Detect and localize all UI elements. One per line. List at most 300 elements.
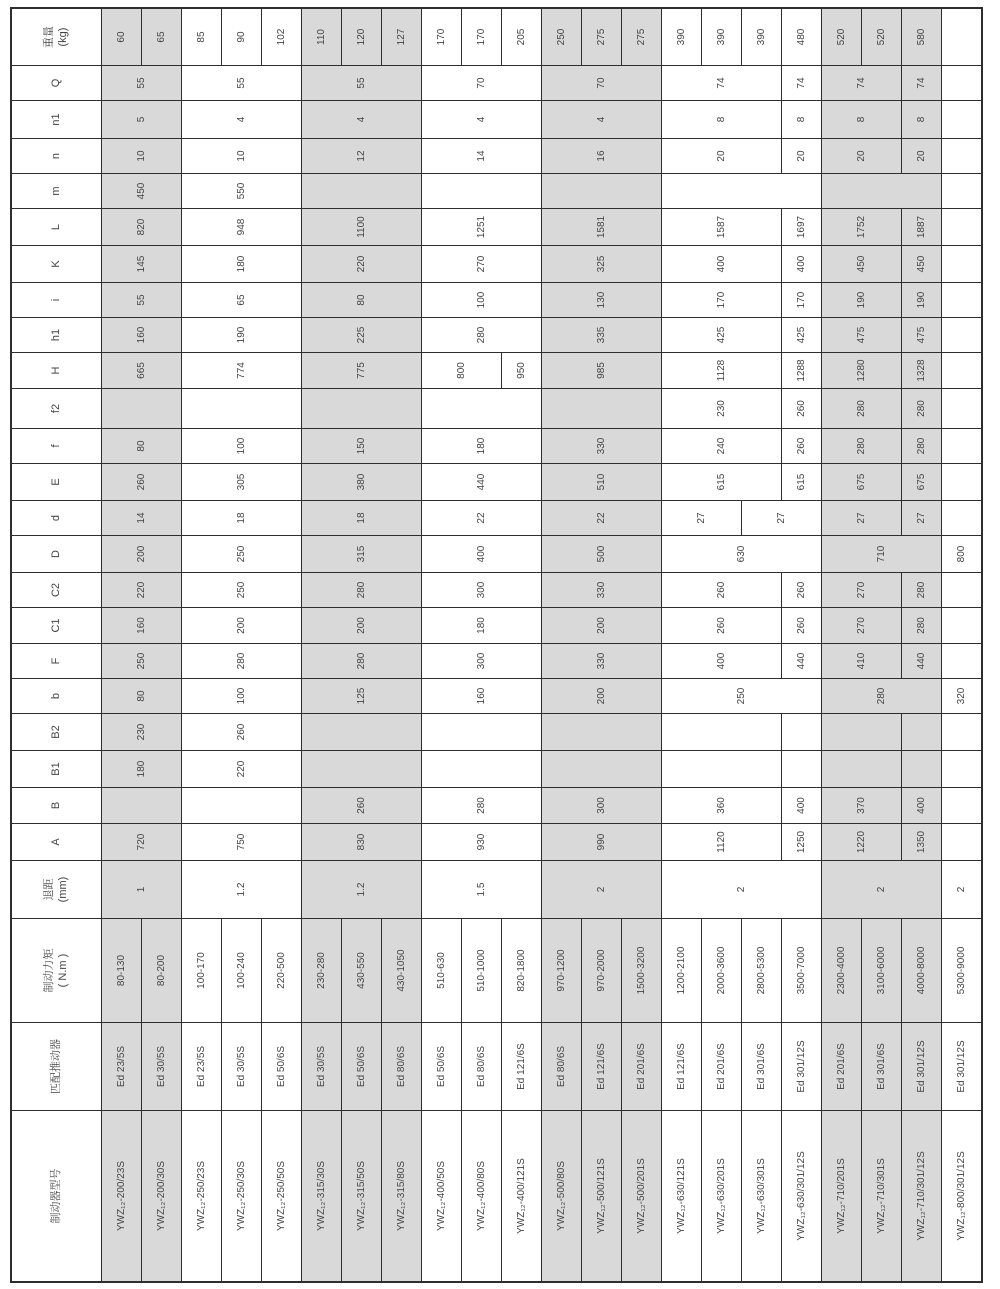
cell-A: 720 bbox=[102, 824, 181, 860]
cell-D: 800 bbox=[942, 536, 981, 572]
cell-d: 22 bbox=[422, 501, 541, 535]
col-header-retreat: 退距 (mm) bbox=[12, 861, 101, 918]
cell-model: YWZ₁₂-710/301/12S bbox=[902, 1111, 941, 1281]
cell-K: 450 bbox=[902, 246, 941, 282]
cell-model: YWZ₁₂-315/50S bbox=[342, 1111, 381, 1281]
cell-K bbox=[942, 246, 981, 282]
cell-F: 330 bbox=[542, 644, 661, 678]
cell-weight: 110 bbox=[302, 9, 341, 65]
cell-B1 bbox=[422, 751, 541, 787]
cell-f: 280 bbox=[902, 429, 941, 463]
cell-model: YWZ₁₂-630/201S bbox=[702, 1111, 741, 1281]
col-header-L: L bbox=[12, 209, 101, 245]
cell-h1: 160 bbox=[102, 318, 181, 352]
cell-H: 775 bbox=[302, 353, 421, 388]
cell-m bbox=[302, 174, 421, 208]
cell-A: 1220 bbox=[822, 824, 901, 860]
cell-weight: 205 bbox=[502, 9, 541, 65]
cell-torque: 430-550 bbox=[342, 919, 381, 1022]
cell-B2: 260 bbox=[182, 714, 301, 750]
cell-f2 bbox=[422, 389, 541, 428]
cell-d: 18 bbox=[302, 501, 421, 535]
cell-H: 800 bbox=[422, 353, 501, 388]
cell-E: 260 bbox=[102, 464, 181, 500]
cell-F: 280 bbox=[182, 644, 301, 678]
cell-B2 bbox=[422, 714, 541, 750]
cell-model: YWZ₁₂-400/80S bbox=[462, 1111, 501, 1281]
cell-C1: 200 bbox=[182, 608, 301, 643]
cell-C1: 200 bbox=[542, 608, 661, 643]
cell-B2 bbox=[542, 714, 661, 750]
cell-b: 320 bbox=[942, 679, 981, 713]
cell-K: 400 bbox=[782, 246, 821, 282]
cell-f: 80 bbox=[102, 429, 181, 463]
cell-B2: 230 bbox=[102, 714, 181, 750]
cell-Q: 70 bbox=[422, 66, 541, 100]
col-header-B: B bbox=[12, 788, 101, 823]
cell-h1: 475 bbox=[902, 318, 941, 352]
cell-D: 400 bbox=[422, 536, 541, 572]
cell-torque: 4000-8000 bbox=[902, 919, 941, 1022]
cell-B1: 180 bbox=[102, 751, 181, 787]
col-header-K: K bbox=[12, 246, 101, 282]
cell-pusher: Ed 121/6S bbox=[582, 1023, 621, 1110]
cell-L bbox=[942, 209, 981, 245]
cell-d: 27 bbox=[662, 501, 741, 535]
cell-K: 145 bbox=[102, 246, 181, 282]
cell-E: 675 bbox=[822, 464, 901, 500]
spec-table bbox=[10, 7, 983, 1283]
cell-model: YWZ₁₂-200/30S bbox=[142, 1111, 181, 1281]
cell-i bbox=[942, 283, 981, 317]
cell-torque: 220-500 bbox=[262, 919, 301, 1022]
cell-f2: 280 bbox=[822, 389, 901, 428]
col-header-pusher: 匹配推动器 bbox=[12, 1023, 101, 1110]
cell-m: 450 bbox=[102, 174, 181, 208]
cell-n: 20 bbox=[782, 139, 821, 173]
cell-m bbox=[942, 174, 981, 208]
col-header-Q: Q bbox=[12, 66, 101, 100]
cell-E: 615 bbox=[662, 464, 781, 500]
cell-L: 1887 bbox=[902, 209, 941, 245]
cell-torque: 510-630 bbox=[422, 919, 461, 1022]
cell-C2: 220 bbox=[102, 573, 181, 607]
cell-f: 280 bbox=[822, 429, 901, 463]
cell-C1: 160 bbox=[102, 608, 181, 643]
col-header-model: 制动器型号 bbox=[12, 1111, 101, 1281]
col-header-b: b bbox=[12, 679, 101, 713]
cell-torque: 100-170 bbox=[182, 919, 221, 1022]
cell-n1: 4 bbox=[422, 101, 541, 138]
col-header-C1: C1 bbox=[12, 608, 101, 643]
col-header-A: A bbox=[12, 824, 101, 860]
cell-model: YWZ₁₂-200/23S bbox=[102, 1111, 141, 1281]
cell-model: YWZ₁₂-630/301S bbox=[742, 1111, 781, 1281]
cell-H: 985 bbox=[542, 353, 661, 388]
col-header-F: F bbox=[12, 644, 101, 678]
cell-m bbox=[662, 174, 821, 208]
cell-pusher: Ed 201/6S bbox=[702, 1023, 741, 1110]
cell-torque: 970-2000 bbox=[582, 919, 621, 1022]
cell-weight: 520 bbox=[862, 9, 901, 65]
cell-f: 240 bbox=[662, 429, 781, 463]
cell-C2: 260 bbox=[662, 573, 781, 607]
cell-n1: 8 bbox=[782, 101, 821, 138]
cell-h1: 425 bbox=[662, 318, 781, 352]
col-header-B2: B2 bbox=[12, 714, 101, 750]
cell-n1: 8 bbox=[822, 101, 901, 138]
cell-Q: 55 bbox=[182, 66, 301, 100]
cell-h1: 225 bbox=[302, 318, 421, 352]
cell-A: 830 bbox=[302, 824, 421, 860]
cell-n: 16 bbox=[542, 139, 661, 173]
cell-model: YWZ₁₂-250/23S bbox=[182, 1111, 221, 1281]
cell-model: YWZ₁₂-400/50S bbox=[422, 1111, 461, 1281]
cell-n1: 4 bbox=[182, 101, 301, 138]
cell-C1: 260 bbox=[662, 608, 781, 643]
cell-pusher: Ed 201/6S bbox=[622, 1023, 661, 1110]
cell-f2: 280 bbox=[902, 389, 941, 428]
cell-B bbox=[102, 788, 181, 823]
cell-pusher: Ed 30/5S bbox=[222, 1023, 261, 1110]
cell-model: YWZ₁₂-500/121S bbox=[582, 1111, 621, 1281]
cell-pusher: Ed 23/5S bbox=[182, 1023, 221, 1110]
cell-n: 20 bbox=[662, 139, 781, 173]
cell-torque: 230-280 bbox=[302, 919, 341, 1022]
cell-L: 948 bbox=[182, 209, 301, 245]
cell-F: 440 bbox=[782, 644, 821, 678]
cell-Q: 74 bbox=[662, 66, 781, 100]
cell-A: 990 bbox=[542, 824, 661, 860]
cell-pusher: Ed 50/6S bbox=[422, 1023, 461, 1110]
cell-torque: 2000-3600 bbox=[702, 919, 741, 1022]
cell-K: 180 bbox=[182, 246, 301, 282]
cell-n: 14 bbox=[422, 139, 541, 173]
cell-K: 220 bbox=[302, 246, 421, 282]
cell-h1: 425 bbox=[782, 318, 821, 352]
cell-pusher: Ed 23/5S bbox=[102, 1023, 141, 1110]
cell-D: 250 bbox=[182, 536, 301, 572]
cell-K: 270 bbox=[422, 246, 541, 282]
cell-H: 774 bbox=[182, 353, 301, 388]
cell-B1 bbox=[902, 751, 941, 787]
cell-b: 160 bbox=[422, 679, 541, 713]
cell-m bbox=[422, 174, 541, 208]
cell-D: 710 bbox=[822, 536, 941, 572]
cell-pusher: Ed 301/6S bbox=[862, 1023, 901, 1110]
cell-f: 330 bbox=[542, 429, 661, 463]
cell-retreat: 2 bbox=[942, 861, 981, 918]
cell-C2: 330 bbox=[542, 573, 661, 607]
cell-B1 bbox=[782, 751, 821, 787]
cell-i: 130 bbox=[542, 283, 661, 317]
cell-i: 65 bbox=[182, 283, 301, 317]
cell-model: YWZ₁₂-630/301/12S bbox=[782, 1111, 821, 1281]
cell-weight: 90 bbox=[222, 9, 261, 65]
cell-f2 bbox=[302, 389, 421, 428]
cell-B: 260 bbox=[302, 788, 421, 823]
cell-B: 400 bbox=[782, 788, 821, 823]
cell-weight: 480 bbox=[782, 9, 821, 65]
col-header-C2: C2 bbox=[12, 573, 101, 607]
cell-A: 1350 bbox=[902, 824, 941, 860]
cell-H: 950 bbox=[502, 353, 541, 388]
cell-f: 100 bbox=[182, 429, 301, 463]
cell-B2 bbox=[942, 714, 981, 750]
cell-n: 20 bbox=[822, 139, 901, 173]
cell-C2: 300 bbox=[422, 573, 541, 607]
col-header-n1: n1 bbox=[12, 101, 101, 138]
cell-weight: 102 bbox=[262, 9, 301, 65]
cell-K: 325 bbox=[542, 246, 661, 282]
cell-torque: 430-1050 bbox=[382, 919, 421, 1022]
cell-retreat: 2 bbox=[822, 861, 941, 918]
cell-Q: 74 bbox=[902, 66, 941, 100]
cell-F: 410 bbox=[822, 644, 901, 678]
cell-weight: 65 bbox=[142, 9, 181, 65]
cell-L: 1587 bbox=[662, 209, 781, 245]
cell-C2: 270 bbox=[822, 573, 901, 607]
cell-E: 510 bbox=[542, 464, 661, 500]
cell-C2: 250 bbox=[182, 573, 301, 607]
cell-B1: 220 bbox=[182, 751, 301, 787]
cell-torque: 2800-5300 bbox=[742, 919, 781, 1022]
cell-B1 bbox=[302, 751, 421, 787]
cell-d: 22 bbox=[542, 501, 661, 535]
cell-pusher: Ed 121/6S bbox=[662, 1023, 701, 1110]
cell-i: 100 bbox=[422, 283, 541, 317]
cell-E bbox=[942, 464, 981, 500]
cell-model: YWZ₁₂-710/301S bbox=[862, 1111, 901, 1281]
cell-pusher: Ed 121/6S bbox=[502, 1023, 541, 1110]
cell-D: 315 bbox=[302, 536, 421, 572]
cell-f2 bbox=[102, 389, 181, 428]
cell-torque: 1500-3200 bbox=[622, 919, 661, 1022]
cell-d: 18 bbox=[182, 501, 301, 535]
cell-torque: 80-200 bbox=[142, 919, 181, 1022]
cell-weight: 520 bbox=[822, 9, 861, 65]
cell-Q: 55 bbox=[302, 66, 421, 100]
cell-C1 bbox=[942, 608, 981, 643]
cell-i: 170 bbox=[782, 283, 821, 317]
cell-b: 100 bbox=[182, 679, 301, 713]
cell-torque: 80-130 bbox=[102, 919, 141, 1022]
cell-i: 190 bbox=[822, 283, 901, 317]
cell-model: YWZ₁₂-315/80S bbox=[382, 1111, 421, 1281]
cell-A: 750 bbox=[182, 824, 301, 860]
cell-d: 14 bbox=[102, 501, 181, 535]
cell-L: 1100 bbox=[302, 209, 421, 245]
cell-B bbox=[182, 788, 301, 823]
cell-h1: 335 bbox=[542, 318, 661, 352]
cell-f2 bbox=[182, 389, 301, 428]
cell-F: 400 bbox=[662, 644, 781, 678]
cell-Q bbox=[942, 66, 981, 100]
cell-retreat: 1.5 bbox=[422, 861, 541, 918]
cell-weight: 250 bbox=[542, 9, 581, 65]
cell-n1: 5 bbox=[102, 101, 181, 138]
cell-model: YWZ₁₂-400/121S bbox=[502, 1111, 541, 1281]
cell-model: YWZ₁₂-250/30S bbox=[222, 1111, 261, 1281]
cell-Q: 70 bbox=[542, 66, 661, 100]
cell-torque: 820-1800 bbox=[502, 919, 541, 1022]
col-header-h1: h1 bbox=[12, 318, 101, 352]
cell-f2: 260 bbox=[782, 389, 821, 428]
cell-pusher: Ed 80/6S bbox=[462, 1023, 501, 1110]
cell-model: YWZ₁₂-710/201S bbox=[822, 1111, 861, 1281]
cell-B: 400 bbox=[902, 788, 941, 823]
cell-d: 27 bbox=[742, 501, 821, 535]
cell-torque: 510-1000 bbox=[462, 919, 501, 1022]
cell-n1: 4 bbox=[302, 101, 421, 138]
cell-L: 1581 bbox=[542, 209, 661, 245]
cell-pusher: Ed 30/5S bbox=[142, 1023, 181, 1110]
cell-b: 200 bbox=[542, 679, 661, 713]
cell-C2: 280 bbox=[302, 573, 421, 607]
cell-h1: 190 bbox=[182, 318, 301, 352]
cell-weight: 60 bbox=[102, 9, 141, 65]
cell-weight: 390 bbox=[742, 9, 781, 65]
cell-F: 280 bbox=[302, 644, 421, 678]
cell-E: 615 bbox=[782, 464, 821, 500]
cell-L: 820 bbox=[102, 209, 181, 245]
cell-C2 bbox=[942, 573, 981, 607]
cell-d: 27 bbox=[902, 501, 941, 535]
cell-E: 440 bbox=[422, 464, 541, 500]
cell-H: 1328 bbox=[902, 353, 941, 388]
cell-K: 450 bbox=[822, 246, 901, 282]
cell-retreat: 2 bbox=[662, 861, 821, 918]
cell-m bbox=[542, 174, 661, 208]
cell-b: 280 bbox=[822, 679, 941, 713]
cell-F: 440 bbox=[902, 644, 941, 678]
cell-C1: 180 bbox=[422, 608, 541, 643]
cell-m bbox=[822, 174, 941, 208]
col-header-m: m bbox=[12, 174, 101, 208]
cell-B2 bbox=[662, 714, 781, 750]
cell-weight: 120 bbox=[342, 9, 381, 65]
cell-B1 bbox=[822, 751, 901, 787]
cell-K: 400 bbox=[662, 246, 781, 282]
cell-B1 bbox=[662, 751, 781, 787]
cell-retreat: 1 bbox=[102, 861, 181, 918]
cell-retreat: 2 bbox=[542, 861, 661, 918]
cell-Q: 74 bbox=[782, 66, 821, 100]
cell-torque: 3100-6000 bbox=[862, 919, 901, 1022]
cell-B2 bbox=[302, 714, 421, 750]
col-header-weight: 重量 (kg) bbox=[12, 9, 101, 65]
cell-H: 1128 bbox=[662, 353, 781, 388]
cell-B bbox=[942, 788, 981, 823]
cell-B: 370 bbox=[822, 788, 901, 823]
cell-C1: 270 bbox=[822, 608, 901, 643]
cell-weight bbox=[942, 9, 981, 65]
cell-B1 bbox=[942, 751, 981, 787]
cell-C2: 260 bbox=[782, 573, 821, 607]
cell-n1: 8 bbox=[662, 101, 781, 138]
cell-A: 930 bbox=[422, 824, 541, 860]
col-header-E: E bbox=[12, 464, 101, 500]
cell-H: 1280 bbox=[822, 353, 901, 388]
cell-n1: 4 bbox=[542, 101, 661, 138]
cell-pusher: Ed 30/5S bbox=[302, 1023, 341, 1110]
cell-Q: 55 bbox=[102, 66, 181, 100]
cell-torque: 3500-7000 bbox=[782, 919, 821, 1022]
cell-E: 675 bbox=[902, 464, 941, 500]
cell-n bbox=[942, 139, 981, 173]
cell-B: 360 bbox=[662, 788, 781, 823]
cell-E: 380 bbox=[302, 464, 421, 500]
cell-model: YWZ₁₂-250/50S bbox=[262, 1111, 301, 1281]
cell-B2 bbox=[782, 714, 821, 750]
cell-pusher: Ed 301/12S bbox=[782, 1023, 821, 1110]
cell-n: 10 bbox=[182, 139, 301, 173]
cell-torque: 2300-4000 bbox=[822, 919, 861, 1022]
cell-weight: 275 bbox=[622, 9, 661, 65]
cell-f bbox=[942, 429, 981, 463]
cell-C1: 280 bbox=[902, 608, 941, 643]
cell-b: 125 bbox=[302, 679, 421, 713]
col-header-D: D bbox=[12, 536, 101, 572]
rotated-table-wrapper bbox=[10, 7, 983, 1283]
cell-weight: 170 bbox=[422, 9, 461, 65]
cell-D: 630 bbox=[662, 536, 821, 572]
cell-n: 12 bbox=[302, 139, 421, 173]
cell-pusher: Ed 80/6S bbox=[382, 1023, 421, 1110]
cell-torque: 970-1200 bbox=[542, 919, 581, 1022]
cell-pusher: Ed 50/6S bbox=[342, 1023, 381, 1110]
cell-F bbox=[942, 644, 981, 678]
cell-D: 500 bbox=[542, 536, 661, 572]
cell-torque: 100-240 bbox=[222, 919, 261, 1022]
col-header-i: i bbox=[12, 283, 101, 317]
col-header-torque: 制动力矩 ( N.m ) bbox=[12, 919, 101, 1022]
cell-weight: 275 bbox=[582, 9, 621, 65]
cell-torque: 5300-9000 bbox=[942, 919, 981, 1022]
cell-Q: 74 bbox=[822, 66, 901, 100]
cell-model: YWZ₁₂-315/30S bbox=[302, 1111, 341, 1281]
cell-model: YWZ₁₂-630/121S bbox=[662, 1111, 701, 1281]
cell-model: YWZ₁₂-500/80S bbox=[542, 1111, 581, 1281]
cell-B: 300 bbox=[542, 788, 661, 823]
cell-h1: 475 bbox=[822, 318, 901, 352]
cell-f: 180 bbox=[422, 429, 541, 463]
cell-h1: 280 bbox=[422, 318, 541, 352]
cell-B2 bbox=[822, 714, 901, 750]
col-header-B1: B1 bbox=[12, 751, 101, 787]
cell-m: 550 bbox=[182, 174, 301, 208]
cell-f2 bbox=[942, 389, 981, 428]
cell-A: 1120 bbox=[662, 824, 781, 860]
cell-B1 bbox=[542, 751, 661, 787]
cell-C2: 280 bbox=[902, 573, 941, 607]
cell-B2 bbox=[902, 714, 941, 750]
cell-H bbox=[942, 353, 981, 388]
cell-model: YWZ₁₂-500/201S bbox=[622, 1111, 661, 1281]
col-header-f2: f2 bbox=[12, 389, 101, 428]
cell-f: 260 bbox=[782, 429, 821, 463]
cell-E: 305 bbox=[182, 464, 301, 500]
cell-n: 20 bbox=[902, 139, 941, 173]
cell-C1: 200 bbox=[302, 608, 421, 643]
cell-torque: 1200-2100 bbox=[662, 919, 701, 1022]
cell-H: 1288 bbox=[782, 353, 821, 388]
cell-i: 55 bbox=[102, 283, 181, 317]
cell-weight: 85 bbox=[182, 9, 221, 65]
cell-n: 10 bbox=[102, 139, 181, 173]
cell-i: 80 bbox=[302, 283, 421, 317]
cell-B: 280 bbox=[422, 788, 541, 823]
